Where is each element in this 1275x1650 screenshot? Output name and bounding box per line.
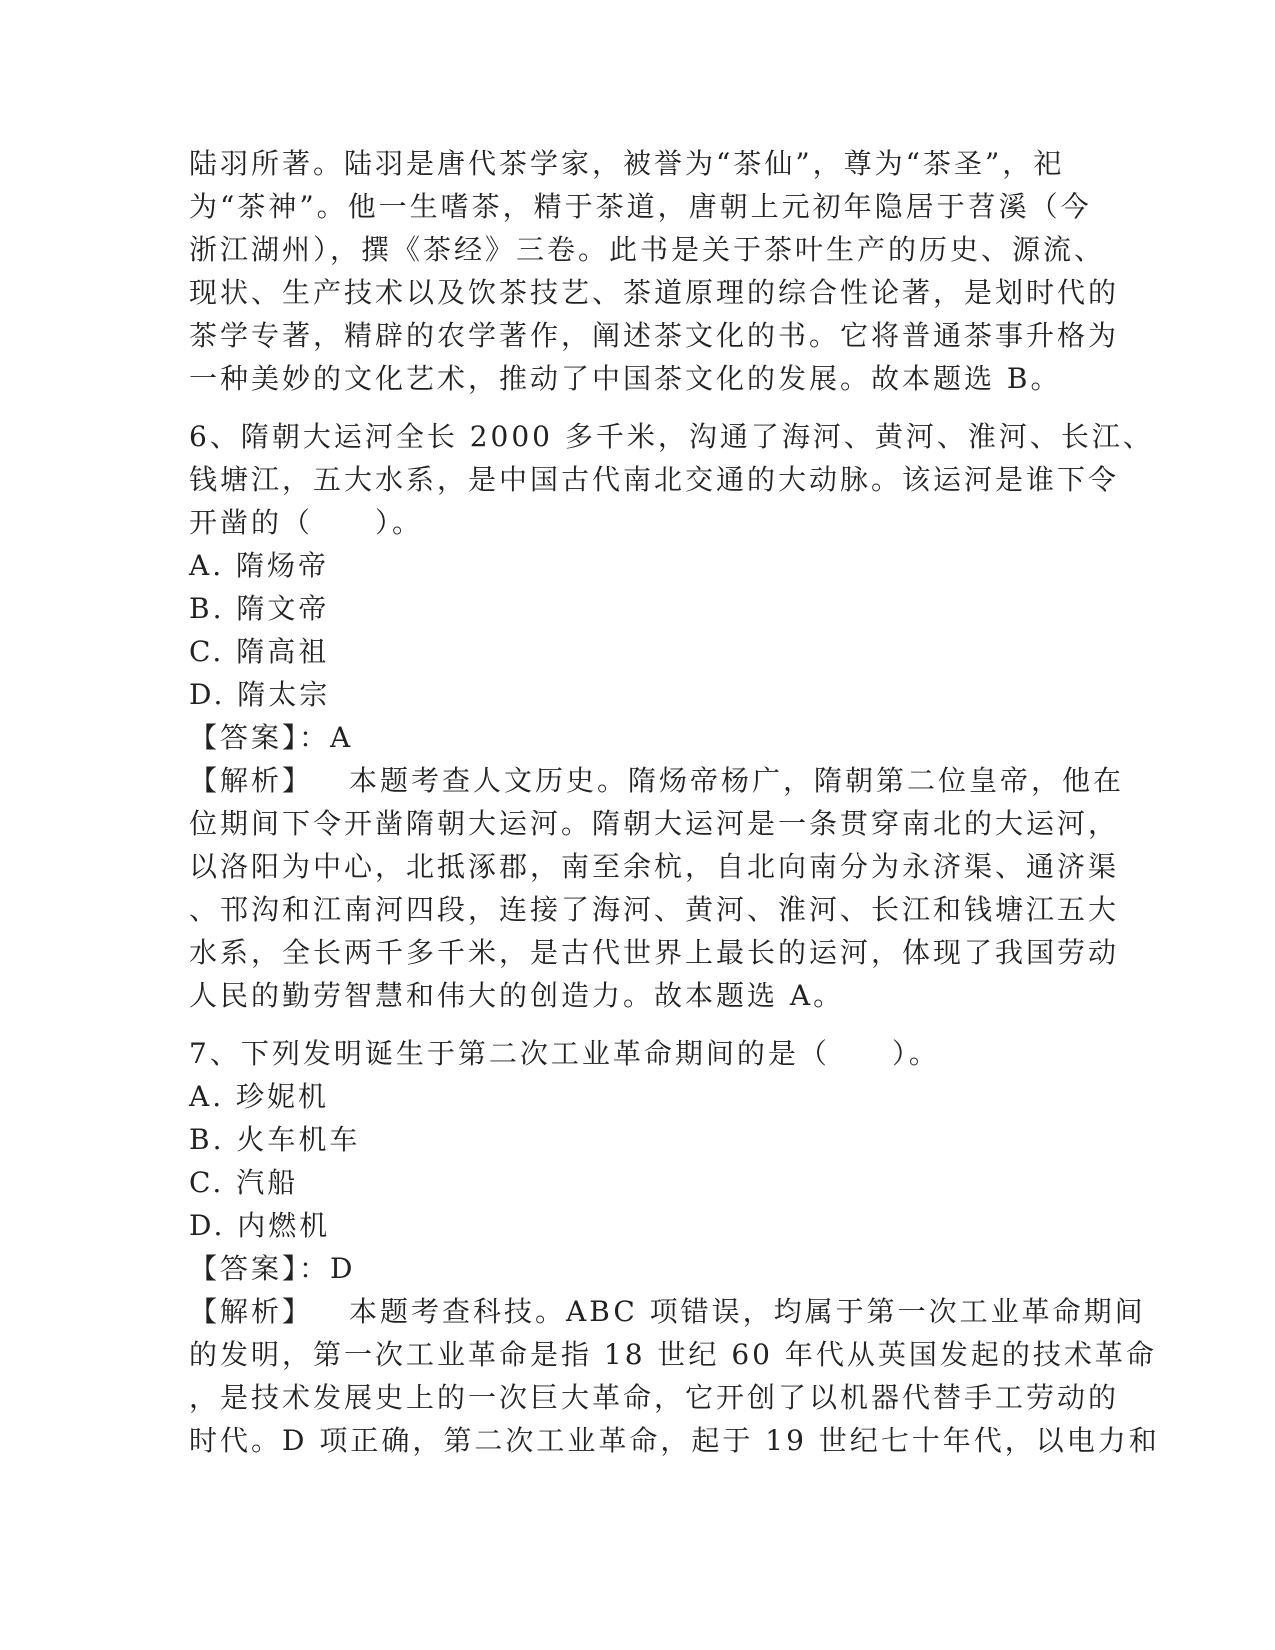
paragraph-gap: [189, 1017, 1069, 1032]
explanation-first-line: [189, 759, 1125, 802]
explanation-line: 位期间下令开凿隋朝大运河。隋朝大运河是一条贯穿南北的大运河，: [189, 807, 1120, 840]
question-6: [189, 415, 1154, 1017]
explanation-line: ，是技术发展史上的一次巨大革命，它开创了以机器代替手工劳动的: [189, 1381, 1120, 1414]
answer-line: [189, 716, 1069, 759]
previous-explanation-tail: [189, 142, 1120, 400]
paragraph-gap: [189, 400, 1069, 415]
answer-line: [189, 1247, 1069, 1290]
text-line: 茶学专著，精辟的农学著作，阐述茶文化的书。它将普通茶事升格为: [189, 319, 1120, 352]
explanation-line: 的发明，第一次工业革命是指 18 世纪 60 年代从英国发起的技术革命: [189, 1338, 1157, 1371]
explanation-line: 人民的勤劳智慧和伟大的创造力。故本题选 A。: [189, 979, 845, 1012]
explanation-text: 本题考查人文历史。隋炀帝杨广，隋朝第二位皇帝，他在: [349, 764, 1125, 797]
explanation-line: 以洛阳为中心，北抵涿郡，南至余杭，自北向南分为永济渠、通济渠: [189, 850, 1120, 883]
option-b: B. 火车机车: [189, 1123, 361, 1156]
explanation-label: 【解析】: [189, 764, 314, 797]
option-c: C. 隋高祖: [189, 635, 330, 668]
explanation-first-line: [189, 1290, 1146, 1333]
question-7: [189, 1032, 1160, 1462]
text-line: 现状、生产技术以及饮茶技艺、茶道原理的综合性论著，是划时代的: [189, 276, 1120, 309]
question-text: 6、隋朝大运河全长 2000 多千米，沟通了海河、黄河、淮河、长江、: [189, 420, 1154, 453]
text-line: 为“茶神”。他一生嗜茶，精于茶道，唐朝上元初年隐居于苕溪（今: [189, 190, 1092, 223]
answer-label: 【答案】：: [189, 1252, 331, 1285]
explanation-line: 时代。D 项正确，第二次工业革命，起于 19 世纪七十年代，以电力和: [189, 1424, 1160, 1457]
question-text: 开凿的（ ）。: [189, 506, 424, 539]
answer-value: A: [330, 721, 354, 754]
answer-value: D: [330, 1252, 356, 1285]
document-body: [189, 142, 1160, 1462]
question-text: 钱塘江，五大水系，是中国古代南北交通的大动脉。该运河是谁下令: [189, 463, 1120, 496]
text-line: 一种美妙的文化艺术，推动了中国茶文化的发展。故本题选 B。: [189, 362, 1062, 395]
option-c: C. 汽船: [189, 1166, 299, 1199]
option-a: A. 珍妮机: [189, 1080, 330, 1113]
explanation-label: 【解析】: [189, 1295, 314, 1328]
explanation-line: 水系，全长两千多千米，是古代世界上最长的运河，体现了我国劳动: [189, 936, 1120, 969]
option-b: B. 隋文帝: [189, 592, 330, 625]
text-line: 陆羽所著。陆羽是唐代茶学家，被誉为“茶仙”，尊为“茶圣”，祀: [189, 147, 1065, 180]
explanation-line: 、邗沟和江南河四段，连接了海河、黄河、淮河、长江和钱塘江五大: [189, 893, 1120, 926]
option-d: D. 内燃机: [189, 1209, 331, 1242]
text-line: 浙江湖州），撰《茶经》三卷。此书是关于茶叶生产的历史、源流、: [189, 233, 1106, 266]
option-a: A. 隋炀帝: [189, 549, 330, 582]
explanation-text: 本题考查科技。ABC 项错误，均属于第一次工业革命期间: [349, 1295, 1146, 1328]
option-d: D. 隋太宗: [189, 678, 331, 711]
answer-label: 【答案】：: [189, 721, 331, 754]
question-text: 7、下列发明诞生于第二次工业革命期间的是（ ）。: [189, 1037, 940, 1070]
